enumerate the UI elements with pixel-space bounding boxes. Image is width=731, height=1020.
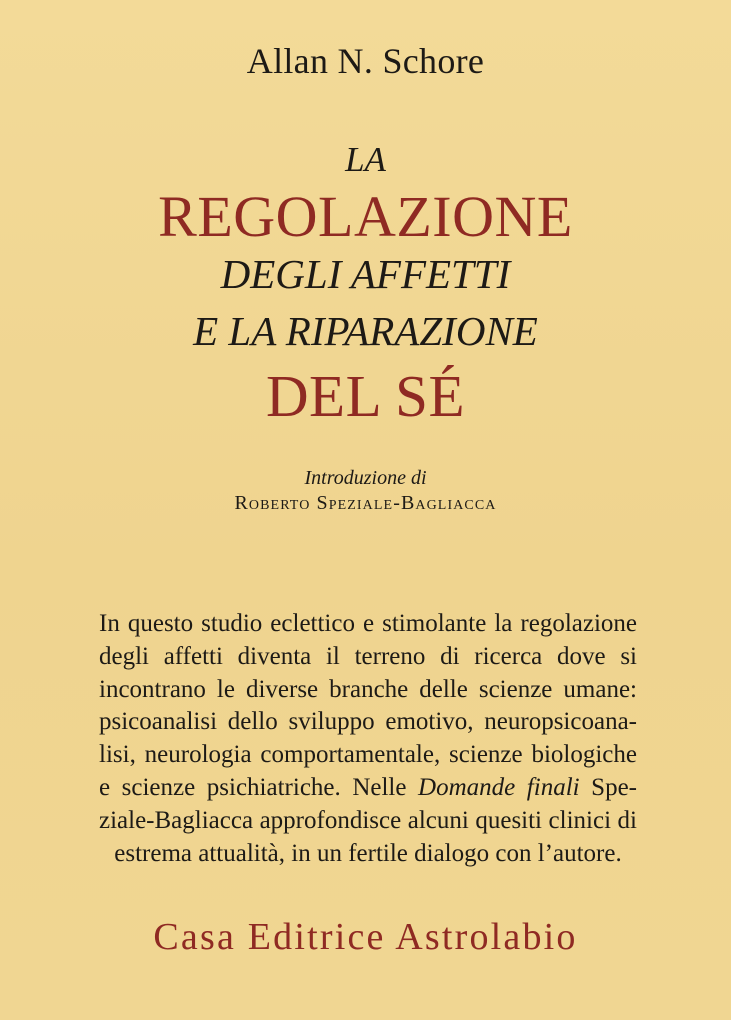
description-line: lisi, neurologia comportamentale, scienze biologiche xyxy=(99,741,637,769)
title-line-la: LA xyxy=(345,140,386,179)
description-emphasis: Domande finali xyxy=(418,773,580,801)
description-line: ziale-Bagliacca approfondisce alcuni quesiti clinici di xyxy=(99,806,637,834)
description-line: estrema attualità, in un fertile dialogo con l’autore. xyxy=(114,839,622,867)
description-line: psicoanalisi dello sviluppo emotivo, neuropsicoana- xyxy=(99,708,637,736)
introduction-author: Roberto Speziale-Bagliacca xyxy=(234,492,497,514)
description-line: incontrano le diverse branche delle scienze umane: xyxy=(99,675,637,703)
description-text: e scienze psichiatriche. Nelle xyxy=(99,773,419,801)
author-name: Allan N. Schore xyxy=(246,41,485,81)
book-description xyxy=(99,608,637,870)
description-text: Spe- xyxy=(579,773,637,801)
publisher-name: Casa Editrice Astrolabio xyxy=(153,916,578,958)
description-line: degli affetti diventa il terreno di ricerca dove si xyxy=(99,642,637,670)
title-line-del-se: DEL SÉ xyxy=(265,363,466,429)
title-line-regolazione: REGOLAZIONE xyxy=(158,184,573,249)
description-line: In questo studio eclettico e stimolante la regolazione xyxy=(99,610,637,637)
title-line-degli-affetti: DEGLI AFFETTI xyxy=(220,251,511,297)
description-line xyxy=(99,772,637,805)
introduction-label: Introduzione di xyxy=(304,467,427,489)
title-line-riparazione: E LA RIPARAZIONE xyxy=(193,308,538,354)
